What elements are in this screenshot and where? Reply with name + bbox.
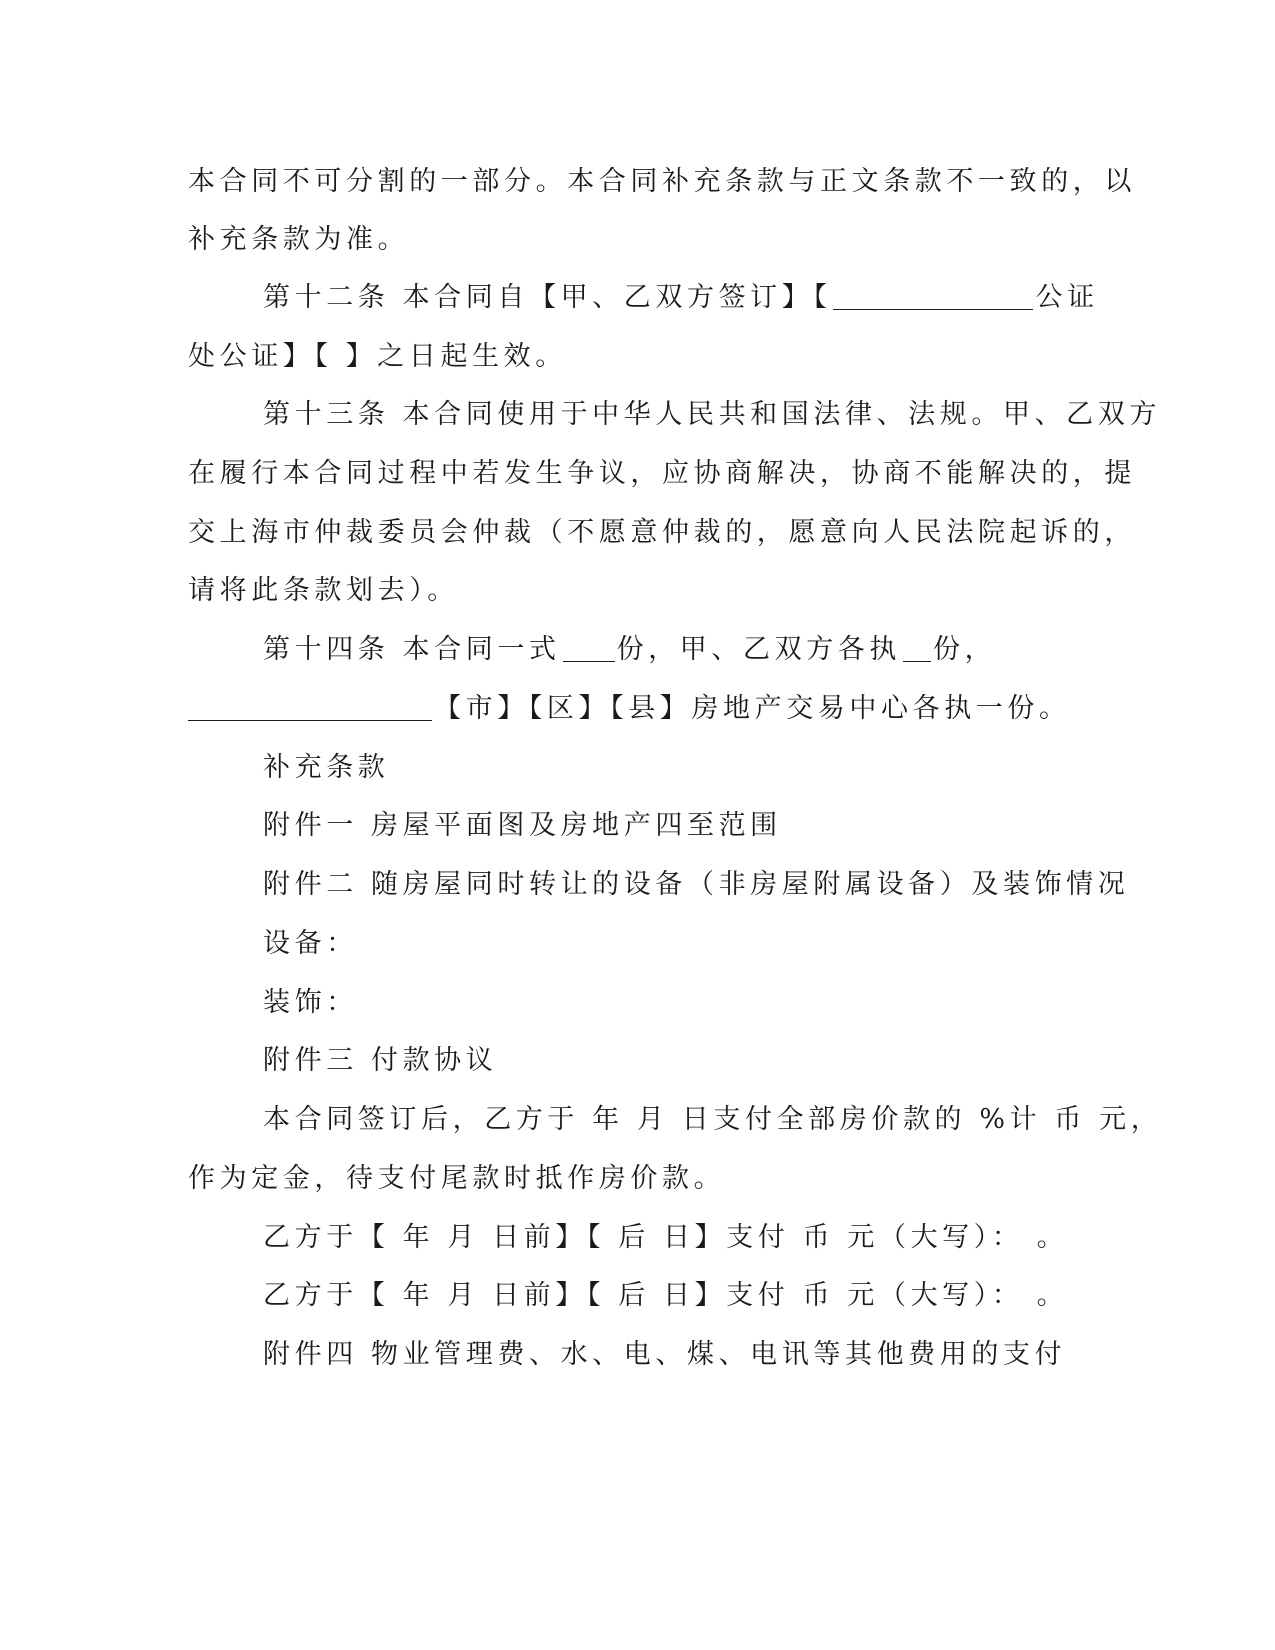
article-14-text: 第十四条 本合同一式 (263, 634, 561, 665)
article-12-suffix: 公证 (1035, 282, 1099, 313)
fill-in-blank (563, 633, 615, 662)
text-line: 补充条款为准。 (188, 224, 410, 255)
fill-in-blank (903, 633, 931, 662)
text-line: 在履行本合同过程中若发生争议，应协商解决，协商不能解决的，提 (188, 458, 1136, 489)
attachment-1: 附件一 房屋平面图及房地产四至范围 (263, 810, 782, 841)
payment-line: 乙方于【 年 月 日前】【 后 日】支付 币 元（大写）： 。 (263, 1222, 1069, 1253)
attachment-2: 附件二 随房屋同时转让的设备（非房屋附属设备）及装饰情况 (263, 869, 1130, 900)
article-14-line-2 (188, 689, 1088, 729)
text-line: 本合同不可分割的一部分。本合同补充条款与正文条款不一致的，以 (188, 166, 1136, 197)
article-14-mid: 份，甲、乙双方各执 (616, 634, 901, 665)
fill-in-blank (188, 692, 432, 721)
article-13-line: 第十三条 本合同使用于中华人民共和国法律、法规。甲、乙双方 (263, 399, 1161, 430)
equipment-label: 设备： (263, 928, 358, 959)
payment-line: 乙方于【 年 月 日前】【 后 日】支付 币 元（大写）： 。 (263, 1280, 1069, 1311)
article-14-end: 份， (933, 634, 997, 665)
payment-line: 本合同签订后，乙方于 年 月 日支付全部房价款的 %计 币 元， (263, 1104, 1163, 1135)
article-14-office: 【市】【区】【县】房地产交易中心各执一份。 (434, 693, 1071, 724)
section-heading: 补充条款 (263, 752, 390, 783)
text-line: 作为定金，待支付尾款时抵作房价款。 (188, 1163, 726, 1194)
text-line: 交上海市仲裁委员会仲裁（不愿意仲裁的，愿意向人民法院起诉的， (188, 517, 1136, 548)
article-14-line (263, 630, 1163, 670)
article-12-line (263, 278, 1163, 318)
decoration-label: 装饰： (263, 987, 358, 1018)
text-line: 处公证】【 】之日起生效。 (188, 341, 567, 372)
fill-in-blank (833, 281, 1033, 310)
article-12-text: 第十二条 本合同自【甲、乙双方签订】【 (263, 282, 832, 313)
attachment-4: 附件四 物业管理费、水、电、煤、电讯等其他费用的支付 (263, 1339, 1067, 1370)
text-line: 请将此条款划去）。 (188, 575, 459, 606)
attachment-3: 附件三 付款协议 (263, 1045, 498, 1076)
